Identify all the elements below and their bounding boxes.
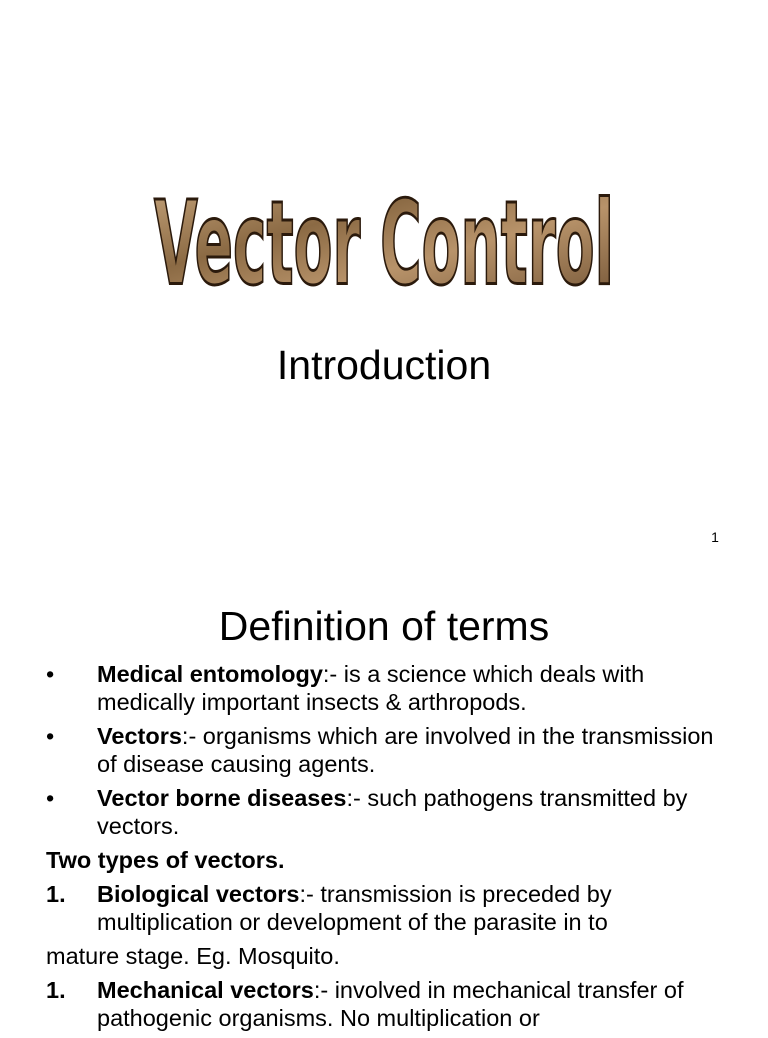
slide-subtitle: Introduction — [276, 342, 492, 388]
slide-body — [46, 660, 726, 1038]
bullet-item — [46, 660, 726, 716]
definition-text: :- is a science which deals with medically important insects & arthropods. — [97, 661, 645, 715]
definition-text: :- organisms which are involved in the transmission of disease causing agents. — [97, 723, 714, 777]
definition-term: Vectors — [97, 723, 182, 749]
definition-text: :- such pathogens transmitted by vectors. — [97, 785, 688, 839]
vector-type-text: :- transmission is preceded by multiplication or development of the parasite in to — [97, 881, 612, 935]
vector-type-term: Biological vectors — [97, 881, 300, 907]
vector-type-term: Mechanical vectors — [97, 977, 314, 1003]
definitions-slide — [0, 560, 768, 1031]
slide-number: 1 — [711, 529, 719, 545]
vector-type-continuation: mature stage. Eg. Mosquito. — [46, 943, 340, 969]
number-marker: 1. — [46, 977, 66, 1003]
types-heading: Two types of vectors. — [46, 847, 285, 873]
bullet-item — [46, 784, 726, 840]
slide-title-text: Vector Control — [153, 188, 614, 298]
bullet-marker: • — [46, 723, 55, 749]
number-marker: 1. — [46, 881, 66, 907]
bullet-marker: • — [46, 661, 55, 687]
slide-title — [0, 188, 768, 298]
vector-type-text: :- involved in mechanical transfer of pathogenic organisms. No multiplication or — [97, 977, 684, 1031]
definition-term: Medical entomology — [97, 661, 323, 687]
slide-heading: Definition of terms — [218, 603, 550, 649]
definition-term: Vector borne diseases — [97, 785, 347, 811]
bullet-marker: • — [46, 785, 55, 811]
numbered-item — [46, 880, 726, 936]
bullet-item — [46, 722, 726, 778]
